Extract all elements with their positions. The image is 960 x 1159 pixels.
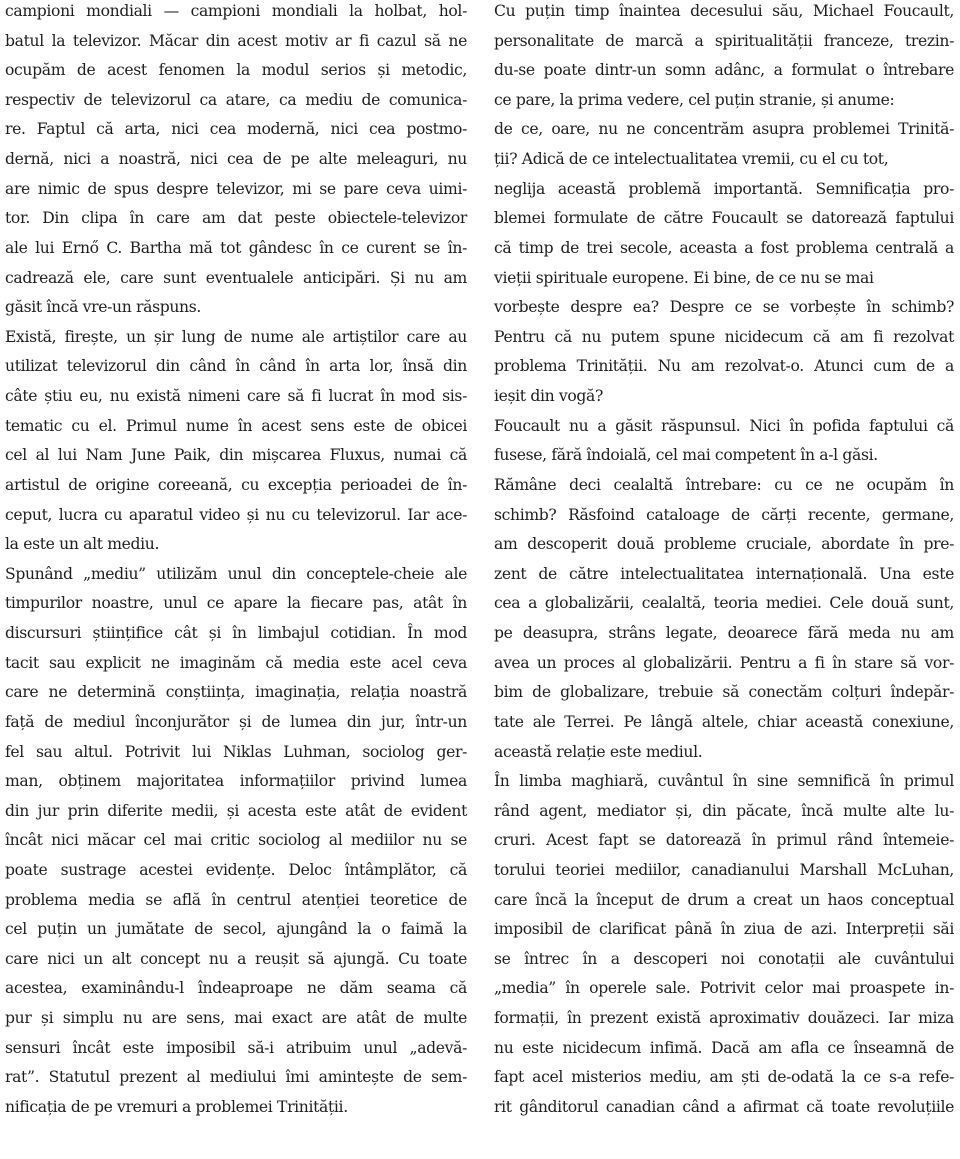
text-line: tate ale Terrei. Pe lângă altele, chiar această conexiune, [494,712,954,731]
text-line: acestea, examinându-l îndeaproape ne dăm seama că [5,979,467,998]
text-line: ce pare, la prima vedere, cel puțin stranie, și anume: [494,90,895,109]
text-line: de ce, oare, nu ne concentrăm asupra problemei Trinită- [494,120,954,139]
text-line: problema Trinității. Nu am rezolvat-o. Atunci cum de a [494,357,954,376]
text-line: pur și simplu nu are sens, mai exact are atât de multe [5,1009,467,1028]
text-line: cadrează ele, care sunt eventualele anticipări. Și nu am [5,268,467,287]
text-line: „media” în operele sale. Potrivit celor mai proaspete in- [494,979,954,998]
text-line: care încă la început de drum a creat un haos conceptual [494,890,954,909]
text-line: Rămâne deci cealaltă întrebare: cu ce ne ocupăm în [494,475,954,494]
text-line: timpurilor noastre, unul ce apare la fiecare pas, atât în [5,594,467,613]
text-line: fel sau altul. Potrivit lui Niklas Luhman, sociolog ger- [5,742,467,761]
text-line: batul la televizor. Măcar din acest motiv ar fi cazul să ne [5,31,467,50]
text-line: re. Faptul că arta, nici cea modernă, nici cea postmo- [5,120,467,139]
text-line: la este un alt mediu. [5,535,160,554]
text-line: blemei formulate de către Foucault se datorează faptului [494,209,954,228]
text-line: nificația de pe vremuri a problemei Trinității. [5,1097,348,1116]
text-line: vorbește despre ea? Despre ce se vorbește în schimb? [494,298,954,317]
text-line: rit gânditorul canadian când a afirmat că toate revoluțiile [494,1097,954,1116]
text-line: torului teoriei mediilor, canadianului Marshall McLuhan, [494,860,954,879]
text-line: avea un proces al globalizării. Pentru a fi în stare să vor- [494,653,954,672]
text-line: ceput, lucra cu aparatul video și nu cu televizorul. Iar ace- [5,505,467,524]
text-line: ții? Adică de ce intelectualitatea vremii, cu el cu tot, [494,150,889,169]
text-line: artistul de origine coreeană, cu excepția perioadei de în- [5,475,467,494]
text-line: fusese, fără îndoială, cel mai competent în a-l găsi. [494,446,878,465]
text-line: tor. Din clipa în care am dat peste obiectele-televizor [5,209,467,228]
text-line: poate sustrage acestei evidențe. Deloc întâmplător, că [5,860,467,879]
text-line: campioni mondiali — campioni mondiali la holbat, hol- [5,2,467,20]
text-line: discursuri științifice cât și în limbajul cotidian. În mod [5,624,467,643]
text-line: Cu puțin timp înaintea decesului său, Michael Foucault, [494,2,954,20]
text-line: problema media se află în centrul atenției teoretice de [5,890,467,909]
text-line: față de mediul înconjurător și de lumea din jur, într-un [5,712,467,731]
text-line: Există, firește, un șir lung de nume ale artiștilor care au [5,327,467,346]
text-line: imposibil de clarificat până în ziua de azi. Interpreții săi [494,920,954,939]
text-line: care ne determină conștiința, imaginația, relația noastră [5,683,467,702]
text-line: man, obținem majoritatea informațiilor privind lumea [5,772,467,791]
text-line: zent de către intelectualitatea internațională. Una este [494,564,954,583]
text-line: respectiv de televizorul ca atare, ca mediu de comunica- [5,90,467,109]
text-line: încât nici măcar cel mai critic sociolog al mediilor nu se [5,831,467,850]
text-line: ocupăm de acest fenomen la modul serios și metodic, [5,61,467,80]
text-line: utilizat televizorul din când în când în arta lor, însă din [5,357,467,376]
text-line: cel puțin un jumătate de secol, ajungând la o faimă la [5,920,467,939]
text-line: formații, în prezent există aproximativ douăzeci. Iar miza [494,1009,954,1028]
text-line: neglija această problemă importantă. Semnificația pro- [494,179,954,198]
text-line: vieții spirituale europene. Ei bine, de ce nu se mai [494,268,874,287]
text-line: cruri. Acest fapt se datorează în primul rând întemeie- [494,831,954,850]
text-line: rând agent, mediator și, din păcate, încă multe alte lu- [494,801,954,820]
text-line: că timp de trei secole, aceasta a fost problema centrală a [494,238,954,257]
text-line: personalitate de marcă a spiritualității franceze, trezin- [494,31,954,50]
text-line: cel al lui Nam June Paik, din mișcarea Fluxus, numai că [5,446,467,465]
text-line: tematic cu el. Primul nume în acest sens este de obicei [5,416,467,435]
text-line: schimb? Răsfoind cataloage de cărți recente, germane, [494,505,954,524]
text-line: ieșit din vogă? [494,387,603,406]
text-line: bim de globalizare, trebuie să conectăm colțuri îndepăr- [494,683,954,702]
text-line: tacit sau explicit ne imaginăm că media este acel ceva [5,653,467,672]
text-line: Pentru că nu putem spune nicidecum că am fi rezolvat [494,327,954,346]
text-line: rat”. Statutul prezent al mediului îmi amintește de sem- [5,1068,467,1087]
text-line: Spunând „mediu” utilizăm unul din conceptele-cheie ale [5,564,467,583]
text-line: are nimic de spus despre televizor, mi se pare ceva uimi- [5,179,467,198]
text-line: du-se poate dintr-un somn adânc, a formulat o întrebare [494,61,954,80]
text-line: Foucault nu a găsit răspunsul. Nici în pofida faptului că [494,416,954,435]
text-line: ale lui Ernő C. Bartha mă tot gândesc în ce curent se în- [5,238,467,257]
text-line: dernă, nici a noastră, nici cea de pe alte meleaguri, nu [5,150,467,169]
text-line: pe deasupra, strâns legate, deoarece fără meda nu am [494,624,954,643]
text-line: nu este nicidecum infimă. Dacă am afla ce înseamnă de [494,1038,954,1057]
text-line: găsit încă vre-un răspuns. [5,298,201,317]
text-line: câte știu eu, nu există nimeni care să fi lucrat în mod sis- [5,387,467,406]
text-line: sensuri încât este imposibil să-i atribuim unul „adevă- [5,1038,467,1057]
text-line: fapt acel misterios mediu, am ști de-odată la ce s-a refe- [494,1068,954,1087]
text-line: am descoperit două probleme cruciale, abordate în pre- [494,535,954,554]
text-line: care nici un alt concept nu a reușit să ajungă. Cu toate [5,949,467,968]
text-line: această relație este mediul. [494,742,703,761]
text-line: din jur prin diferite medii, și acesta este atât de evident [5,801,467,820]
text-line: În limba maghiară, cuvântul în sine semnifică în primul [494,772,954,791]
text-line: cea a globalizării, cealaltă, teoria mediei. Cele două sunt, [494,594,954,613]
text-line: se întrec în a descoperi noi conotații ale cuvântului [494,949,954,968]
